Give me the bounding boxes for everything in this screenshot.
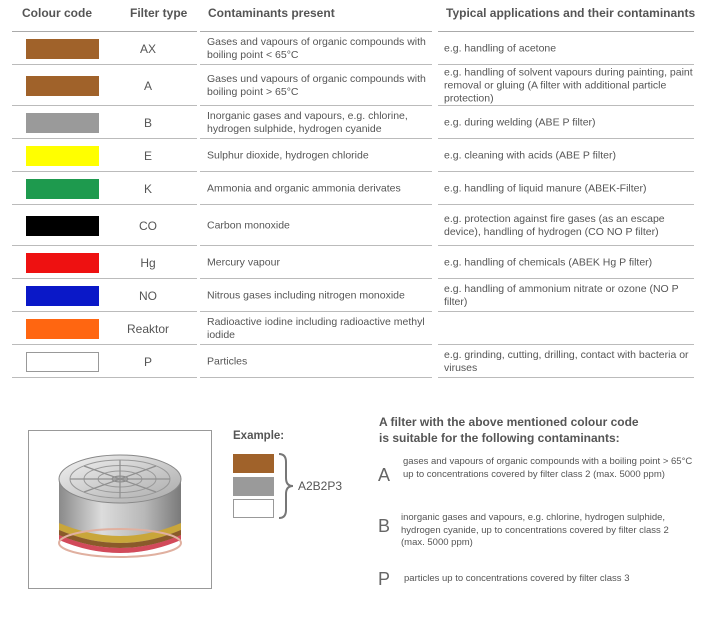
applications-cell: e.g. during welding (ABE P filter)	[444, 116, 596, 128]
contaminants-cell: Gases and vapours of organic compounds with boiling point < 65°C	[207, 35, 426, 61]
explanation-text: inorganic gases and vapours, e.g. chlorine, hydrogen sulphide, hydrogen cyanide, up to concentrations covered by filter class 2 (max. 5000 ppm)	[401, 512, 669, 548]
contaminants-cell: Mercury vapour	[207, 256, 280, 268]
colour-swatch	[26, 39, 99, 59]
table-row	[0, 172, 720, 205]
contaminants-cell: Particles	[207, 355, 248, 367]
filter-type-cell: E	[143, 148, 152, 163]
filter-table-body	[0, 32, 720, 378]
filter-type-cell: Hg	[140, 255, 156, 270]
example-swatch-b	[233, 477, 274, 496]
contaminants-cell: Radioactive iodine including radioactive methyl iodide	[207, 315, 425, 341]
contaminants-cell: Gases und vapours of organic compounds with boiling point > 65°C	[207, 72, 426, 98]
table-row	[0, 279, 720, 312]
header-colour-code: Colour code	[22, 6, 93, 20]
table-row	[0, 246, 720, 279]
filter-type-cell: A	[143, 78, 152, 93]
contaminants-cell: Inorganic gases and vapours, e.g. chlorine, hydrogen sulphide, hydrogen cyanide	[207, 109, 408, 135]
colour-swatch	[26, 319, 99, 339]
explanation-text: gases and vapours of organic compounds with a boiling point > 65°C up to concentrations covered by filter class 2 (max. 5000 ppm)	[403, 456, 693, 480]
applications-cell: e.g. cleaning with acids (ABE P filter)	[444, 149, 616, 161]
filter-type-cell: P	[143, 354, 152, 369]
example-swatch-p	[233, 499, 274, 518]
colour-swatch	[26, 286, 99, 306]
applications-cell: e.g. handling of ammonium nitrate or ozone (NO P filter)	[444, 282, 679, 308]
explanation-letter: A	[378, 465, 391, 485]
colour-swatch	[26, 146, 99, 166]
table-row	[0, 312, 720, 345]
example-label: Example:	[233, 430, 285, 442]
filter-type-cell: K	[143, 181, 152, 196]
header-contaminants: Contaminants present	[208, 6, 335, 20]
contaminants-cell: Sulphur dioxide, hydrogen chloride	[207, 149, 369, 161]
filter-type-cell: Reaktor	[126, 321, 170, 336]
explanation-letter: P	[378, 569, 391, 589]
header-applications: Typical applications and their contaminants	[446, 6, 696, 20]
filter-type-cell: CO	[139, 218, 157, 233]
colour-swatch	[26, 253, 99, 273]
applications-cell: e.g. handling of acetone	[444, 42, 557, 54]
explanation-letter: B	[378, 516, 391, 536]
filter-type-cell: B	[143, 115, 152, 130]
brace-icon	[277, 452, 295, 520]
filter-cartridge-photo	[28, 430, 212, 589]
table-row	[0, 106, 720, 139]
example-code: A2B2P3	[298, 479, 343, 493]
applications-cell: e.g. protection against fire gases (as an escape device), handling of hydrogen (CO NO P filter)	[444, 212, 665, 238]
explanation-title-line1: A filter with the above mentioned colour code	[379, 415, 639, 429]
applications-cell: e.g. handling of liquid manure (ABEK-Filter)	[444, 182, 647, 194]
applications-cell: e.g. grinding, cutting, drilling, contact with bacteria or viruses	[444, 348, 689, 374]
table-row	[0, 345, 720, 378]
colour-swatch	[26, 113, 99, 133]
applications-cell: e.g. handling of solvent vapours during painting, paint removal or gluing (A filter with additional particle protection)	[444, 66, 693, 104]
colour-swatch	[26, 216, 99, 236]
table-row	[0, 205, 720, 246]
filter-type-cell: NO	[139, 288, 157, 303]
filter-type-cell: AX	[139, 41, 156, 56]
table-row	[0, 32, 720, 65]
example-swatch-a	[233, 454, 274, 473]
contaminants-cell: Carbon monoxide	[207, 219, 290, 231]
colour-swatch	[26, 76, 99, 96]
contaminants-cell: Nitrous gases including nitrogen monoxide	[207, 289, 405, 301]
explanation-title-line2: is suitable for the following contaminants:	[379, 431, 620, 445]
filter-cartridge-illustration	[29, 431, 211, 588]
table-row	[0, 65, 720, 106]
table-row	[0, 139, 720, 172]
colour-swatch	[26, 352, 99, 372]
table-header	[0, 0, 720, 32]
contaminants-cell: Ammonia and organic ammonia derivates	[207, 182, 401, 194]
explanation-title	[379, 414, 639, 446]
applications-cell: e.g. handling of chemicals (ABEK Hg P filter)	[444, 256, 653, 268]
header-filter-type: Filter type	[130, 6, 188, 20]
colour-swatch	[26, 179, 99, 199]
explanation-text: particles up to concentrations covered by filter class 3	[404, 573, 630, 584]
